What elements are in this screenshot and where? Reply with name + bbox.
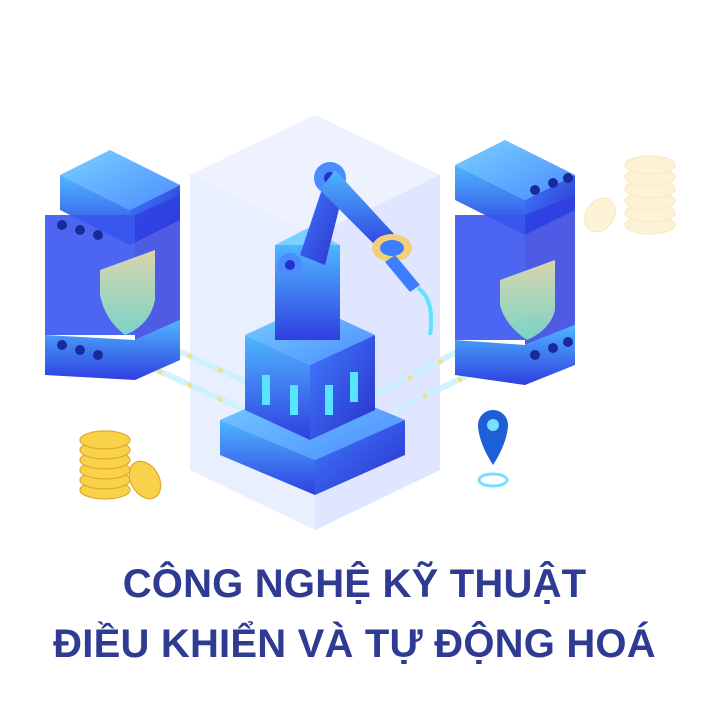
coin-stack-icon [80,431,167,504]
headline-line-1: CÔNG NGHỆ KỸ THUẬT [122,562,587,606]
coin-stack-icon [578,156,675,238]
left-server-block [45,150,180,380]
headline-line-2: ĐIỀU KHIỂN VÀ TỰ ĐỘNG HOÁ [53,622,656,666]
location-pin-icon [478,410,508,486]
right-server-block [455,140,575,385]
